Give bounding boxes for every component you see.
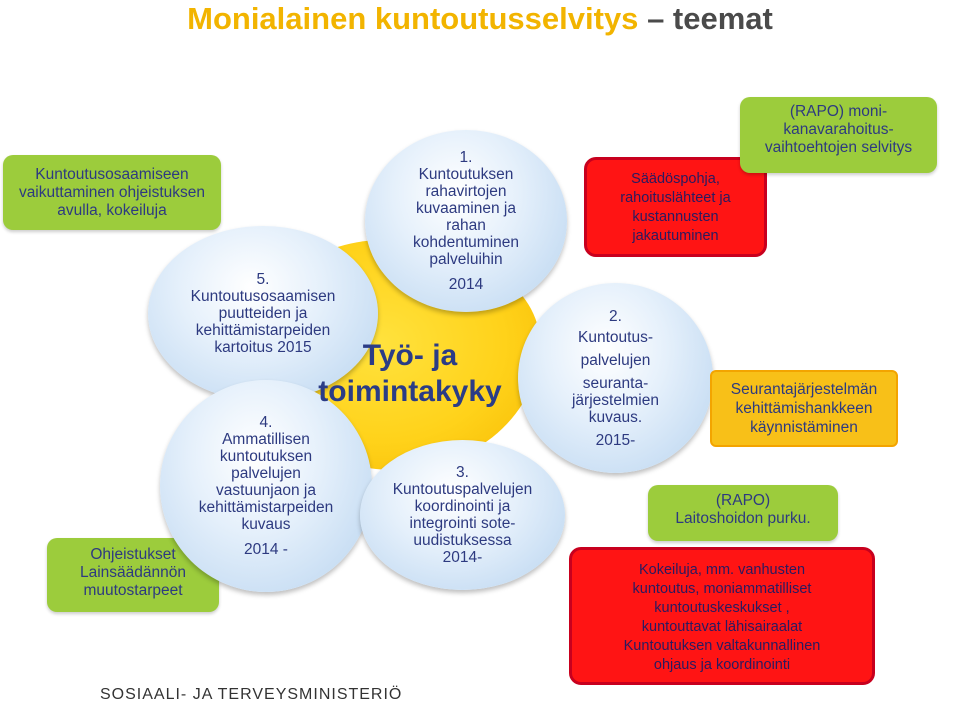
box-text-line: ohjaus ja koordinointi — [653, 657, 791, 673]
bubble-number: 2. — [609, 307, 622, 325]
box-text-line: muutostarpeet — [83, 582, 183, 599]
box-text-line: vaikuttaminen ohjeistuksen — [18, 184, 206, 201]
box-text-line: Kokeiluja, mm. vanhusten — [638, 562, 806, 578]
bubble-number: 4. — [259, 414, 273, 431]
box-text-line: Seurantajärjestelmän — [730, 381, 878, 398]
bubble-text-line: integrointi sote- — [409, 515, 516, 532]
bubble-1 — [365, 130, 567, 312]
bubble-text-line: kartoitus 2015 — [214, 339, 312, 356]
bubble-text-line: seuranta- — [582, 374, 649, 392]
bubble-text-line: kehittämistarpeiden — [195, 322, 331, 339]
bubble-text-line: järjestelmien — [571, 391, 659, 409]
box-rapo-top — [740, 97, 937, 173]
box-text-line: Säädöspohja, — [631, 171, 720, 187]
bubble-year: 2014 — [448, 276, 484, 293]
footer-ministry: SOSIAALI- JA TERVEYSMINISTERIÖ — [100, 686, 403, 703]
box-saadospohja — [584, 157, 767, 257]
bubble-text-line: kuvaus. — [588, 408, 643, 426]
page-title — [0, 0, 960, 38]
bubble-4 — [160, 380, 372, 592]
box-text-line: Kuntoutuksen valtakunnallinen — [623, 638, 821, 654]
box-text-line: (RAPO) — [715, 492, 771, 509]
box-text-line: avulla, kokeiluja — [57, 202, 167, 219]
bubble-text-line: Kuntoutus- — [578, 328, 653, 346]
bubble-text-line: vastuunjaon ja — [216, 482, 316, 499]
bubble-3 — [360, 440, 565, 590]
box-text-line: rahoituslähteet ja — [620, 190, 731, 206]
box-kokeiluja — [569, 547, 875, 685]
bubble-text-line: rahan — [446, 217, 486, 234]
bubble-text-line: Kuntoutuspalvelujen — [392, 481, 533, 498]
box-text-line: Kuntoutusosaamiseen — [35, 166, 189, 183]
bubble-text-line: kuvaus — [241, 516, 291, 533]
bubble-year: 2015- — [595, 431, 636, 449]
box-text-line: vaihtoehtojen selvitys — [764, 139, 913, 156]
box-text-line: kuntoutus, moniammatilliset — [632, 581, 812, 597]
bubble-number: 1. — [459, 149, 473, 166]
title-suffix: – teemat — [647, 1, 773, 36]
bubble-text-line: kuntoutuksen — [219, 448, 313, 465]
bubble-2 — [518, 283, 713, 473]
bubble-text-line: rahavirtojen — [425, 183, 507, 200]
bubble-year: 2014- — [442, 549, 483, 566]
box-text-line: kanavarahoitus- — [783, 121, 894, 138]
bubble-text-line: kehittämistarpeiden — [198, 499, 334, 516]
bubble-text-line: kuvaaminen ja — [416, 200, 516, 217]
bubble-year: 2014 - — [244, 541, 288, 558]
box-text-line: kustannusten — [632, 209, 719, 225]
box-text-line: kehittämishankkeen — [735, 400, 873, 417]
box-text-line: Laitoshoidon purku. — [675, 510, 811, 527]
bubble-text-line: puutteiden ja — [218, 305, 308, 322]
box-text-line: (RAPO) moni- — [789, 103, 888, 120]
box-text-line: käynnistäminen — [750, 419, 858, 436]
bubble-text-line: Kuntoutuksen — [418, 166, 514, 183]
bubble-number: 5. — [256, 271, 270, 288]
box-top-left — [3, 155, 221, 230]
box-text-line: Ohjeistukset — [90, 546, 176, 563]
title-main: Monialainen kuntoutusselvitys — [187, 1, 639, 36]
bubble-text-line: palvelujen — [231, 465, 301, 482]
center-label: Työ- ja toimintakyky — [318, 339, 502, 408]
box-seuranta — [710, 370, 898, 447]
box-text-line: jakautuminen — [632, 228, 719, 244]
box-text-line: Lainsäädännön — [79, 564, 187, 581]
box-rapo-mid — [648, 485, 838, 541]
bubble-text-line: Kuntoutusosaamisen — [190, 288, 336, 305]
bubble-text-line: koordinointi ja — [414, 498, 511, 515]
bubble-text-line: palvelujen — [580, 351, 651, 369]
bubble-text-line: kohdentuminen — [413, 234, 519, 251]
box-text-line: kuntoutuskeskukset , — [654, 600, 790, 616]
box-text-line: kuntouttavat lähisairaalat — [641, 619, 803, 635]
bubble-number: 3. — [456, 464, 469, 481]
bubble-text-line: palveluihin — [429, 251, 503, 268]
bubble-text-line: uudistuksessa — [413, 532, 512, 549]
bubble-text-line: Ammatillisen — [222, 431, 310, 448]
